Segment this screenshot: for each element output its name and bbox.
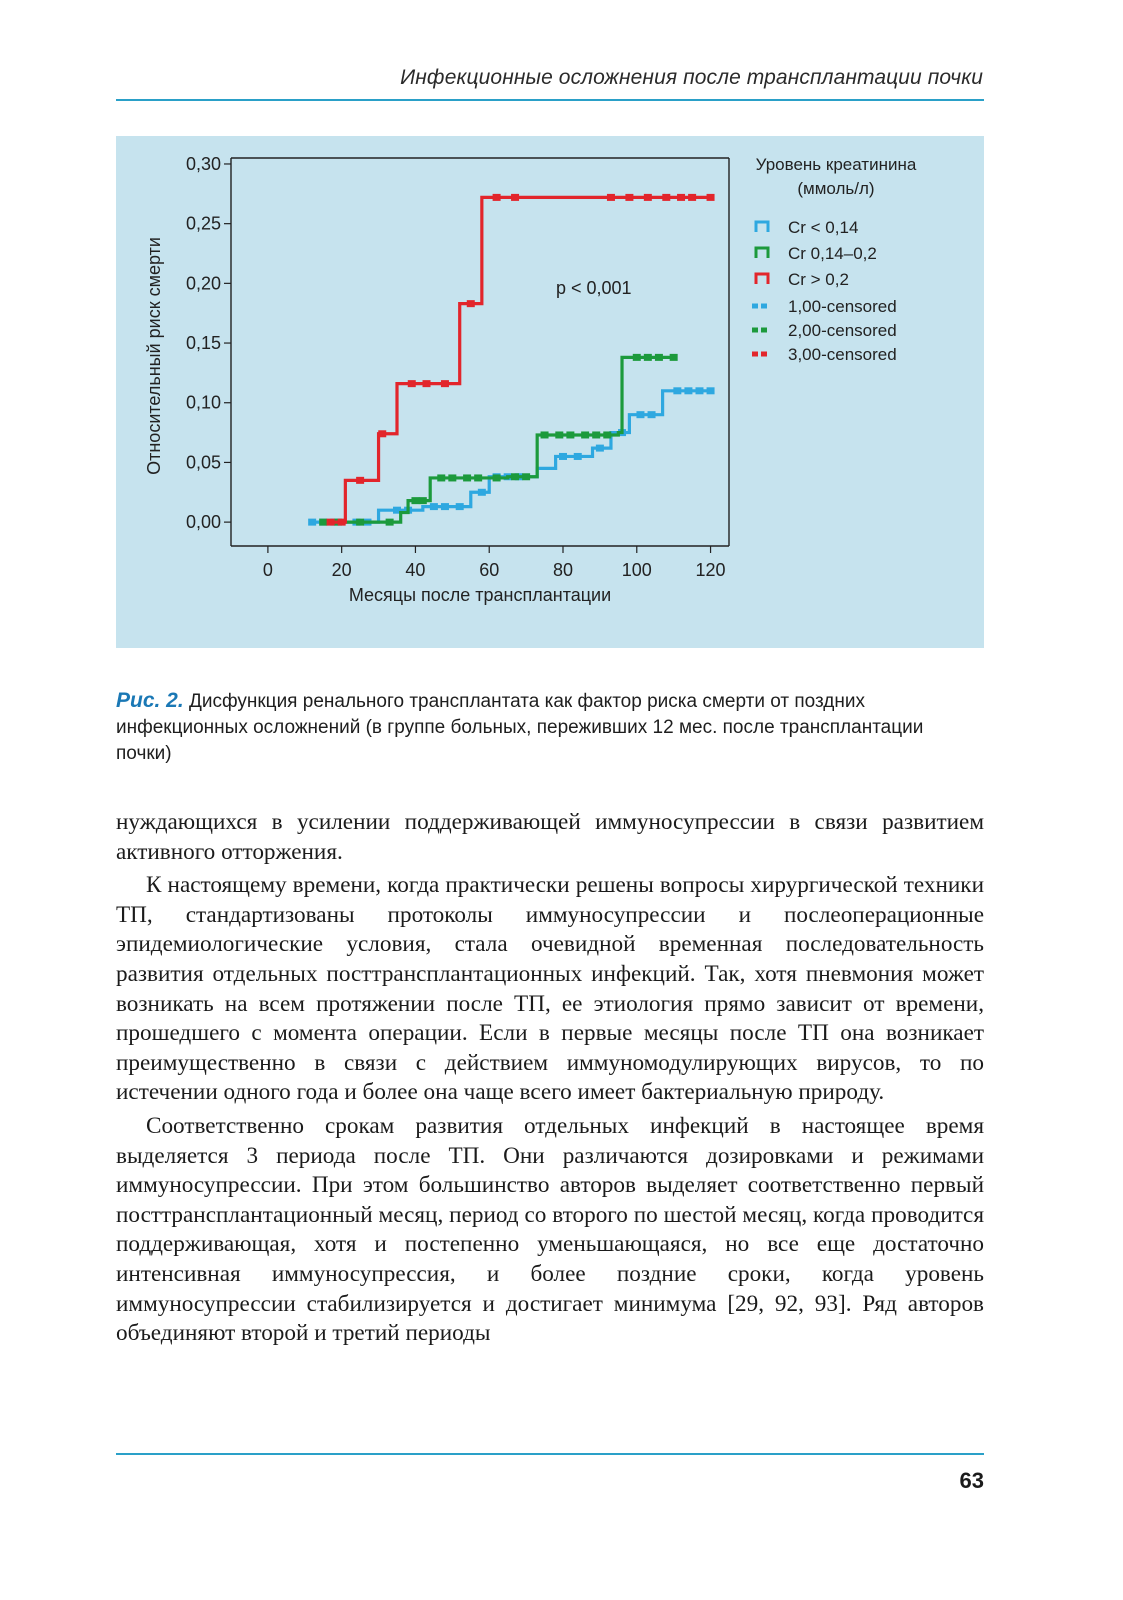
censor-mark-2 [670,354,678,361]
censor-mark-1 [456,503,464,510]
censor-mark-3 [327,519,335,526]
x-tick-label: 60 [479,560,500,580]
censor-mark-2 [437,474,445,481]
censor-mark-1 [596,445,604,452]
y-tick-label: 0,00 [185,512,221,533]
x-tick-label: 100 [621,560,652,580]
censor-mark-1 [430,503,438,510]
censor-mark-1 [441,503,449,510]
censor-mark-2 [463,474,471,481]
censor-mark-1 [684,387,692,394]
page-number: 63 [959,1468,984,1493]
x-tick-label: 0 [262,560,273,580]
censor-mark-1 [559,453,567,460]
x-tick-label: 40 [405,560,426,580]
x-axis-label: Месяцы после трансплантации [348,585,612,605]
y-tick-label: 0,10 [185,392,221,413]
censor-mark-2 [411,497,419,504]
legend-step-swatch-3 [756,274,768,284]
figure-label: Рис. 2. [116,689,184,712]
censor-mark-1 [695,387,703,394]
legend-step-swatch-2 [756,248,768,258]
legend-censor-label-1: 1,00-censored [788,297,897,316]
censor-mark-2 [655,354,663,361]
censor-mark-2 [493,474,501,481]
censor-mark-3 [493,194,501,201]
censor-mark-3 [662,194,670,201]
y-tick-label: 0,20 [185,273,221,294]
legend-step-swatch-1 [756,222,768,232]
series-line-2 [323,357,673,522]
censor-mark-1 [574,453,582,460]
censor-mark-3 [467,300,475,307]
censor-mark-3 [408,380,416,387]
censor-mark-3 [677,194,685,201]
y-tick-label: 0,30 [185,153,221,174]
x-tick-label: 20 [331,560,352,580]
running-title: Инфекционные осложнения после трансплантации почки [400,66,983,89]
censor-mark-2 [448,474,456,481]
censor-mark-2 [356,519,364,526]
legend-label-1: Cr < 0,14 [788,218,859,237]
censor-mark-2 [555,431,563,438]
y-axis-label: Относительный риск смерти [144,237,164,475]
censor-mark-2 [419,497,427,504]
censor-mark-2 [581,431,589,438]
censor-mark-3 [511,194,519,201]
legend-title: (ммоль/л) [797,179,875,198]
figure-caption [116,688,984,767]
censor-mark-3 [423,380,431,387]
legend-label-3: Cr > 0,2 [788,270,849,289]
censor-mark-1 [636,411,644,418]
censor-mark-1 [707,387,715,394]
paragraph-1: нуждающихся в усилении поддерживающей иммуносупрессии в связи развитием активного отторжения. [116,809,984,865]
censor-mark-3 [338,519,346,526]
footer-rule [116,1453,984,1455]
censor-mark-3 [644,194,652,201]
censor-mark-3 [607,194,615,201]
x-tick-label: 120 [695,560,726,580]
censor-mark-2 [522,473,530,480]
censor-mark-1 [478,489,486,496]
paragraph-3: Соответственно срокам развития отдельных инфекций в настоящее время выделяется 3 периода после ТП. Они различаются дозировками и режимами иммуносупрессии. При этом большинство авторов выделяет соответственно первый посттрансплантационный месяц, период со второго по шестой месяц, когда проводится поддерживающая, хотя и постепенно уменьшающаяся, но все еще достаточно интенсивная иммуносупрессия, и более поздние сроки, когда уровень иммуносупрессии стабилизируется и достигает минимума [29, 92, 93]. Ряд авторов объединяют второй и третий периоды [116,1112,984,1347]
censor-mark-3 [688,194,696,201]
censor-mark-2 [633,354,641,361]
y-tick-label: 0,05 [185,452,221,473]
censor-mark-2 [541,431,549,438]
censor-mark-2 [603,431,611,438]
censor-mark-1 [308,519,316,526]
series-line-1 [312,391,710,522]
censor-mark-1 [673,387,681,394]
censor-mark-2 [592,431,600,438]
censor-mark-2 [566,431,574,438]
censor-mark-3 [378,430,386,437]
y-tick-label: 0,25 [185,213,221,234]
caption-text: Дисфункция ренального трансплантата как фактор риска смерти от поздних инфекционных осложнений (в группе больных, переживших 12 мес. после трансплантации почки) [116,691,924,764]
p-value-annotation: p < 0,001 [556,278,632,298]
figure-panel [116,136,984,648]
censor-mark-3 [707,194,715,201]
censor-mark-2 [386,519,394,526]
censor-mark-3 [356,477,364,484]
censor-mark-3 [441,380,449,387]
legend-censor-label-2: 2,00-censored [788,321,897,340]
censor-mark-1 [648,411,656,418]
body-text [116,808,984,1349]
legend-censor-label-3: 3,00-censored [788,345,897,364]
paragraph-2: К настоящему времени, когда практически решены вопросы хирургической техники ТП, стандартизованы протоколы иммуносупрессии и послеоперационные эпидемиологические условия, стала очевидной временная последовательность развития отдельных посттрансплантационных инфекций. Так, хотя пневмония может возникать на всем протяжении после ТП, ее этиология прямо зависит от времени, прошедшего с момента операции. Если в первые месяцы после ТП она возникает преимущественно в связи с действием иммуномодулирующих вирусов, то по истечении одного года и более она чаще всего имеет бактериальную природу. [116,872,984,1106]
censor-mark-2 [511,473,519,480]
censor-mark-3 [625,194,633,201]
legend-label-2: Cr 0,14–0,2 [788,244,877,263]
x-tick-label: 80 [552,560,574,580]
censor-mark-2 [474,474,482,481]
header-rule [116,99,984,101]
censor-mark-2 [319,519,327,526]
legend-title: Уровень креатинина [755,155,917,174]
y-tick-label: 0,15 [185,333,221,354]
censor-mark-2 [644,354,652,361]
km-chart [116,136,984,648]
